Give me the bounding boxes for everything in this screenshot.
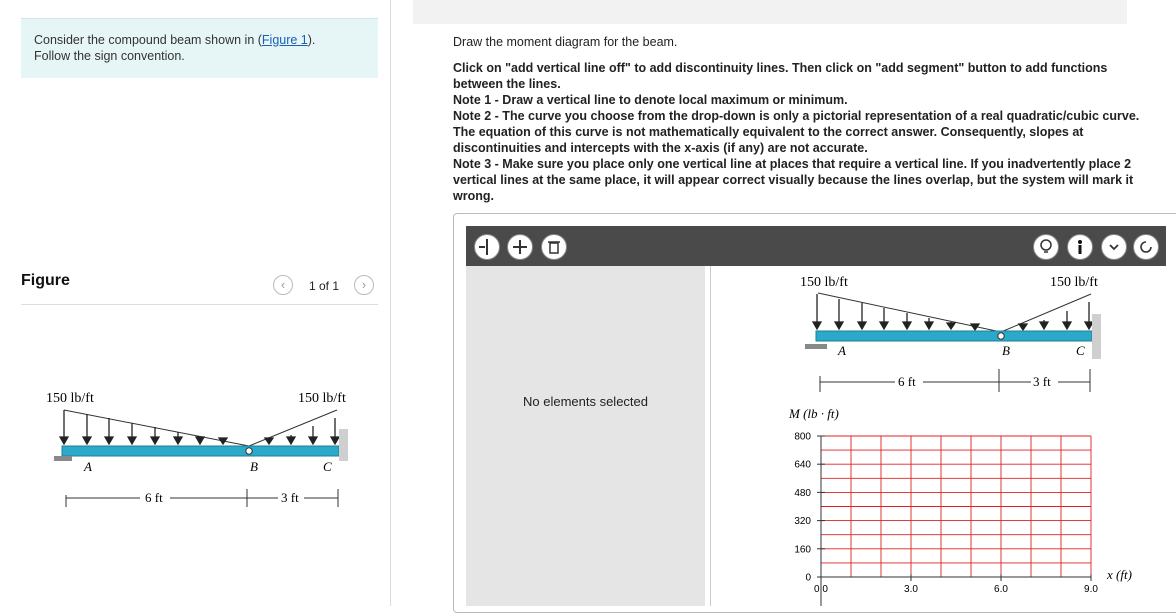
chart-x-axis-label: x (ft) [1107,567,1132,582]
no-elements-selected-text: No elements selected [522,394,648,409]
beam-figure [40,385,370,515]
x-tick-label: 9.0 [1084,584,1098,595]
figure-1-link[interactable]: Figure 1 [261,33,308,47]
problem-intro-text [34,32,364,64]
x-tick-label: 0.0 [814,584,828,595]
info-icon [1068,235,1092,259]
label-a: A [84,459,92,474]
beam-body [62,446,339,456]
top-bar [413,0,1127,24]
canvas-fixed-wall-c [1092,314,1101,359]
options-dropdown-button[interactable] [1101,234,1127,260]
y-tick-label: 0 [805,572,811,584]
reset-icon [1134,235,1158,259]
left-pane [0,0,390,606]
add-segment-icon [508,235,532,259]
hinge-b [246,448,252,454]
instruction-note-3: Note 3 - Make sure you place only one vertical line at places that require a vertical line. If you inadvertently place 2 vertical lines at the same place, it will appear correct visually because the lines overlap, but the system will mark it wrong. [453,157,1134,203]
label-c: C [323,459,332,474]
chart-grid [821,436,1091,577]
figure-heading: Figure [21,272,70,289]
canvas-support-a [805,344,827,349]
x-tick-label: 6.0 [994,584,1008,595]
add-segment-button[interactable] [507,234,533,260]
chart-ticks [794,432,1098,596]
hint-icon [1034,235,1058,259]
reset-button[interactable] [1133,234,1159,260]
instruction-step: Click on "add vertical line off" to add discontinuity lines. Then click on "add segment" button to add functions between the lines. [453,61,1108,91]
load-arrows [60,410,339,444]
instruction-note-2: Note 2 - The curve you choose from the drop-down is only a pictorial representation of a real quadratic/cubic curve. The equation of this curve is not mathematically equivalent to the correct answer. Consequently, slopes at discontinuities and intercepts with the x-axis (if any) are not accurate. [453,109,1140,155]
figure-pager [272,275,378,297]
fixed-wall-c [339,429,348,461]
trash-icon [542,235,566,259]
canvas-drawing [711,266,1171,606]
canvas-label-b: B [1002,343,1010,358]
support-a [54,456,72,461]
add-vertical-line-button[interactable] [474,234,500,260]
figure-divider [21,304,378,305]
y-tick-label: 800 [794,431,811,443]
chart-y-axis-label: M (lb · ft) [789,406,839,421]
canvas-beam-body [816,331,1092,341]
info-button[interactable] [1067,234,1093,260]
instruction-note-1: Note 1 - Draw a vertical line to denote local maximum or minimum. [453,93,848,107]
delete-button[interactable] [541,234,567,260]
figure-page-count: 1 of 1 [309,279,340,293]
y-tick-label: 640 [794,459,811,471]
problem-intro-box [21,18,378,78]
previous-figure-button[interactable]: ‹ [273,275,293,295]
hint-button[interactable] [1033,234,1059,260]
next-figure-button[interactable]: › [354,275,374,295]
y-tick-label: 160 [794,544,811,556]
intro-text-before: Consider the compound beam shown in ( [34,33,262,47]
y-tick-label: 480 [794,487,811,499]
y-tick-label: 320 [794,516,811,528]
dim-label-6ft: 6 ft [145,490,163,505]
load-label-right: 150 lb/ft [298,391,346,406]
pane-divider [390,0,391,606]
instructions [453,34,1143,204]
sign-convention-text: Follow the sign convention. [34,49,185,63]
canvas-label-a: A [838,343,846,358]
dim-label-3ft: 3 ft [281,490,299,505]
canvas-label-c: C [1076,343,1085,358]
x-tick-label: 3.0 [904,584,918,595]
load-label-left: 150 lb/ft [46,391,94,406]
instruction-lead: Draw the moment diagram for the beam. [453,35,678,49]
canvas-load-label-left: 150 lb/ft [800,275,848,290]
canvas-dim-3ft: 3 ft [1033,374,1051,389]
canvas-load-arrows [813,294,1093,330]
intro-text-after: ). [307,33,316,47]
chevron-down-icon [1102,235,1126,259]
canvas-load-label-right: 150 lb/ft [1050,275,1098,290]
element-side-panel [466,266,705,606]
add-vertical-line-icon [475,235,499,259]
graph-toolbar [466,226,1166,266]
graph-canvas[interactable] [710,266,1171,606]
canvas-hinge-b [998,333,1004,339]
canvas-dim-6ft: 6 ft [898,374,916,389]
label-b: B [250,459,258,474]
